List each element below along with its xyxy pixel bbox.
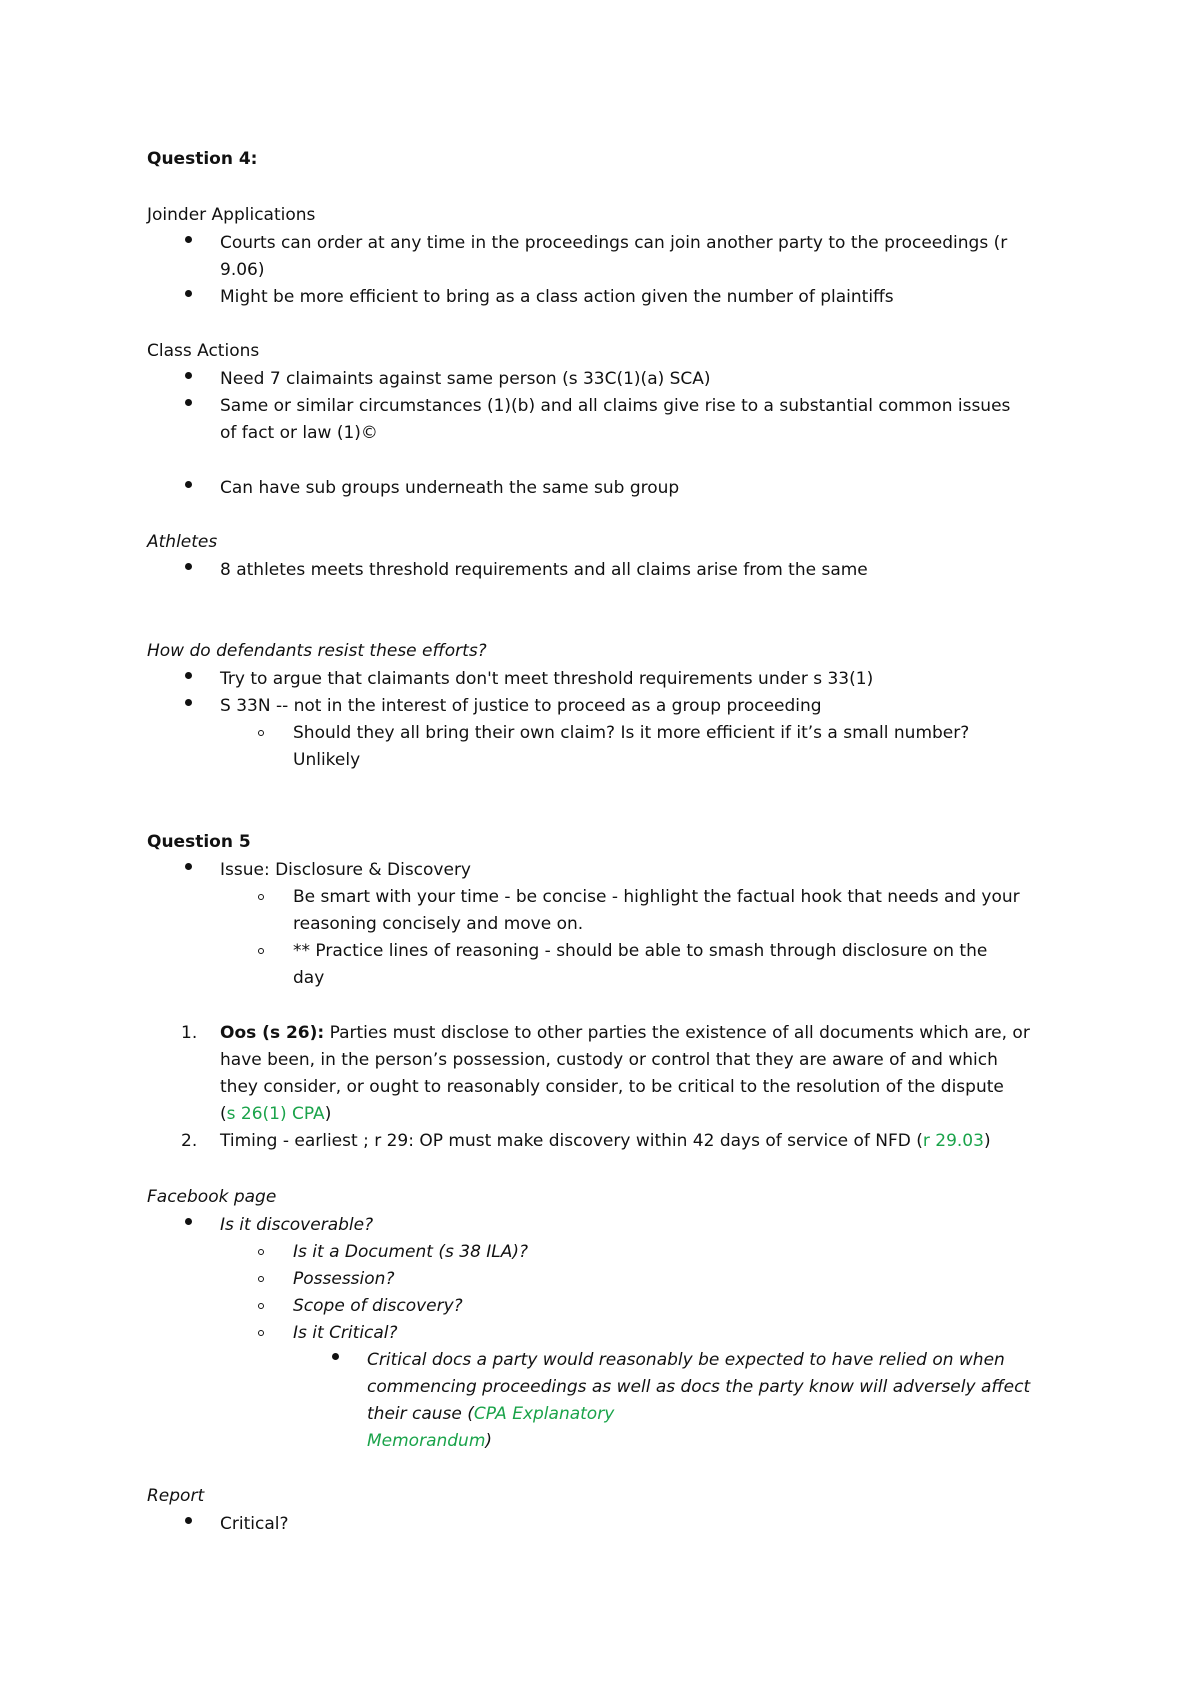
paren: ( (220, 1104, 227, 1124)
numbered-item-1-line-3: they consider, or ought to reasonably consider, to be critical to the resolution of the dispute (220, 1077, 1004, 1097)
issue-sub-2-line-2: day (293, 968, 325, 988)
bullet-icon (185, 399, 192, 406)
bullet-icon (185, 563, 192, 570)
bullet-icon (185, 372, 192, 379)
bullet-icon (185, 699, 192, 706)
athletes-heading: Athletes (147, 532, 218, 552)
question-4-title: Question 4: (147, 149, 258, 169)
numbered-item-2-text: Timing - earliest ; r 29: OP must make discovery within 42 days of service of NFD ( (220, 1131, 923, 1151)
numbered-item-1-line-4 (220, 1103, 331, 1125)
class-actions-bullet-2-line-2: of fact or law (1)© (220, 423, 378, 443)
athletes-bullet-1: 8 athletes meets threshold requirements and all claims arise from the same (220, 560, 868, 580)
joinder-bullet-2: Might be more efficient to bring as a class action given the number of plaintiffs (220, 287, 894, 307)
circle-bullet-icon (258, 1303, 264, 1309)
numbered-marker-2: 2. (181, 1131, 198, 1151)
class-actions-bullet-1: Need 7 claimaints against same person (s 33C(1)(a) SCA) (220, 369, 711, 389)
paren: ) (983, 1131, 991, 1151)
numbered-item-2 (220, 1130, 991, 1152)
bullet-icon (185, 672, 192, 679)
class-actions-bullet-2-line-1: Same or similar circumstances (1)(b) and all claims give rise to a substantial common issues (220, 396, 1011, 416)
facebook-tertiary-line-4 (367, 1430, 492, 1452)
citation-cpa-explanatory: CPA Explanatory (473, 1404, 615, 1424)
numbered-marker-1: 1. (181, 1023, 198, 1043)
question-5-title: Question 5 (147, 832, 251, 852)
tertiary-text: their cause ( (367, 1404, 474, 1424)
bullet-icon (185, 1517, 192, 1524)
paren: ) (485, 1431, 493, 1451)
bullet-icon (185, 1218, 192, 1225)
resist-heading: How do defendants resist these efforts? (147, 641, 487, 661)
numbered-item-1-line-2: have been, in the person’s possession, custody or control that they are aware of and which (220, 1050, 998, 1070)
citation-memorandum: Memorandum (367, 1431, 486, 1451)
class-actions-heading: Class Actions (147, 341, 260, 361)
issue-sub-1-line-1: Be smart with your time - be concise - highlight the factual hook that needs and your (293, 887, 1020, 907)
citation-s26-cpa: s 26(1) CPA (226, 1104, 325, 1124)
facebook-tertiary-line-3 (367, 1403, 614, 1425)
facebook-sub-2: Possession? (293, 1269, 395, 1289)
citation-r29: r 29.03 (922, 1131, 984, 1151)
circle-bullet-icon (258, 894, 264, 900)
class-actions-bullet-3: Can have sub groups underneath the same sub group (220, 478, 680, 498)
numbered-item-1-line-1 (220, 1022, 1030, 1044)
circle-bullet-icon (258, 730, 264, 736)
facebook-sub-1: Is it a Document (s 38 ILA)? (293, 1242, 529, 1262)
resist-sub-bullet-line-2: Unlikely (293, 750, 361, 770)
resist-bullet-2: S 33N -- not in the interest of justice to proceed as a group proceeding (220, 696, 822, 716)
facebook-tertiary-line-1: Critical docs a party would reasonably be expected to have relied on when (367, 1350, 1005, 1370)
facebook-bullet-1: Is it discoverable? (220, 1215, 374, 1235)
circle-bullet-icon (258, 1276, 264, 1282)
numbered-item-1-rest: Parties must disclose to other parties the existence of all documents which are, or (324, 1023, 1030, 1043)
report-heading: Report (147, 1486, 205, 1506)
facebook-tertiary-line-2: commencing proceedings as well as docs the party know will adversely affect (367, 1377, 1031, 1397)
bullet-icon (185, 863, 192, 870)
bullet-icon (185, 236, 192, 243)
issue-bullet: Issue: Disclosure & Discovery (220, 860, 471, 880)
circle-bullet-icon (258, 948, 264, 954)
facebook-sub-4: Is it Critical? (293, 1323, 398, 1343)
circle-bullet-icon (258, 1249, 264, 1255)
resist-bullet-1: Try to argue that claimants don't meet threshold requirements under s 33(1) (220, 669, 874, 689)
issue-sub-1-line-2: reasoning concisely and move on. (293, 914, 584, 934)
facebook-heading: Facebook page (147, 1187, 277, 1207)
joinder-bullet-1-line-2: 9.06) (220, 260, 265, 280)
issue-sub-2-line-1: ** Practice lines of reasoning - should be able to smash through disclosure on the (293, 941, 988, 961)
bullet-icon (332, 1353, 339, 1360)
bullet-icon (185, 290, 192, 297)
report-bullet-1: Critical? (220, 1514, 289, 1534)
numbered-item-1-bold: Oos (s 26): (220, 1023, 325, 1043)
paren: ) (324, 1104, 332, 1124)
bullet-icon (185, 481, 192, 488)
circle-bullet-icon (258, 1330, 264, 1336)
resist-sub-bullet-line-1: Should they all bring their own claim? Is it more efficient if it’s a small number? (293, 723, 970, 743)
joinder-heading: Joinder Applications (147, 205, 316, 225)
joinder-bullet-1-line-1: Courts can order at any time in the proceedings can join another party to the proceedings (r (220, 233, 1008, 253)
facebook-sub-3: Scope of discovery? (293, 1296, 463, 1316)
